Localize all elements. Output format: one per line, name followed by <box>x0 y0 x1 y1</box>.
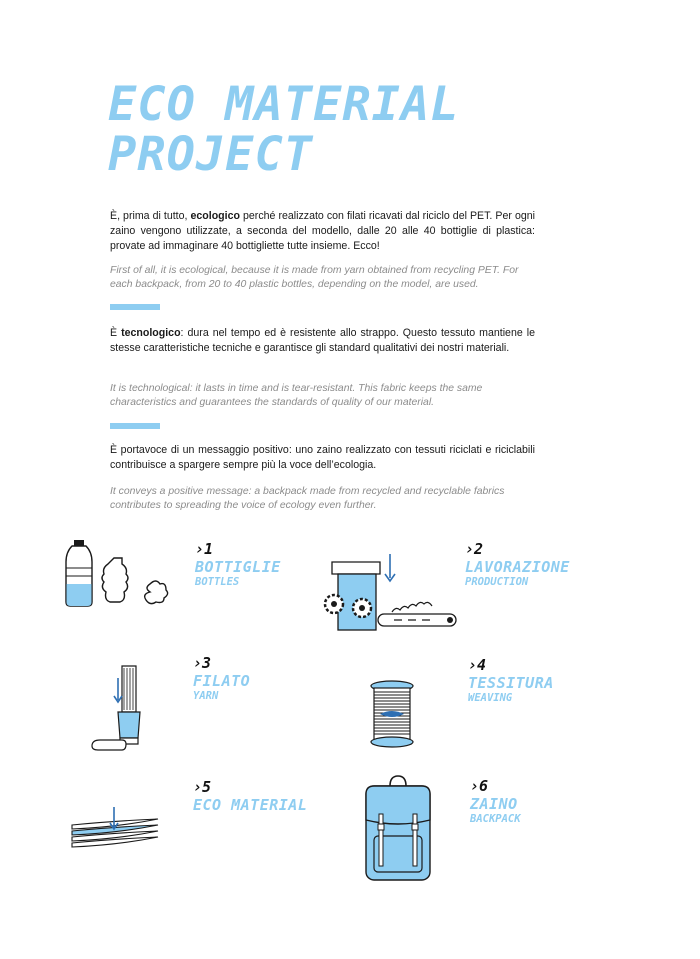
step-bottles <box>195 540 281 589</box>
step-title: ECO MATERIAL <box>193 796 308 814</box>
page-title <box>108 77 460 182</box>
paragraph-positive-it <box>110 443 535 473</box>
step-title: ZAINO <box>470 795 518 813</box>
step-subtitle: WEAVING <box>468 692 513 704</box>
step-number: ›6 <box>470 777 489 795</box>
text-run: perché realizzato con filati ricavati dal riciclo del PET. Per ogni zaino vengono utilizzate, a seconda del modello, dalle 20 alle 40 bottiglie di plastica: provate ad immaginare 40 bottigliette tutte insieme. Ecco! <box>110 210 535 252</box>
paragraph-technological-en: It is technological: it lasts in time and is tear-resistant. This fabric keeps the same characteristics and guarantees the standards of quality of our material. <box>110 383 483 408</box>
title-line-2: PROJECT <box>108 127 314 182</box>
step-title: BOTTIGLIE <box>195 558 281 576</box>
title-line-1: ECO MATERIAL <box>108 77 460 132</box>
fabric-icon <box>68 805 164 851</box>
spool-icon <box>366 680 418 748</box>
step-subtitle: BACKPACK <box>470 813 521 825</box>
step-title: LAVORAZIONE <box>465 558 570 576</box>
step-eco-material <box>193 778 307 814</box>
machine-icon <box>318 552 468 634</box>
step-subtitle: BOTTLES <box>195 576 240 588</box>
text-run: È, prima di tutto, <box>110 210 191 222</box>
step-number: ›3 <box>193 654 212 672</box>
backpack-icon <box>362 774 434 884</box>
step-subtitle: YARN <box>193 690 219 702</box>
step-weaving <box>468 656 554 705</box>
bottles-icon <box>62 538 182 610</box>
paragraph-ecological-en: First of all, it is ecological, because it is made from yarn obtained from recycling PET. For each backpack, from 20 to 40 plastic bottles, depending on the model, are used. <box>110 265 519 290</box>
paragraph-ecological-it <box>110 209 535 254</box>
section-divider <box>110 304 160 310</box>
bold-keyword: ecologico <box>190 210 240 222</box>
step-number: ›2 <box>465 540 484 558</box>
step-title: TESSITURA <box>468 674 554 692</box>
step-number: ›4 <box>468 656 487 674</box>
step-backpack <box>470 777 521 826</box>
yarn-icon <box>88 662 158 754</box>
step-number: ›1 <box>195 540 214 558</box>
step-production <box>465 540 570 589</box>
section-divider <box>110 423 160 429</box>
paragraph-positive-en: It conveys a positive message: a backpack made from recycled and recyclable fabrics contributes to spreading the voice of ecology even further. <box>110 486 505 511</box>
text-run: È <box>110 327 122 339</box>
step-number: ›5 <box>193 778 212 796</box>
text-run: : dura nel tempo ed è resistente allo strappo. Questo tessuto mantiene le stesse caratteristiche tecniche e garantisce gli standard qualitativi dei nostri materiali. <box>110 327 535 354</box>
step-title: FILATO <box>193 672 251 690</box>
step-yarn <box>193 654 250 703</box>
bold-keyword: tecnologico <box>121 327 181 339</box>
step-subtitle: PRODUCTION <box>465 576 529 588</box>
text-run: È portavoce di un messaggio positivo: uno zaino realizzato con tessuti riciclati e riciclabili contribuisce a spargere sempre più la voce dell’ecologia. <box>110 444 535 471</box>
paragraph-technological-it <box>110 326 535 356</box>
